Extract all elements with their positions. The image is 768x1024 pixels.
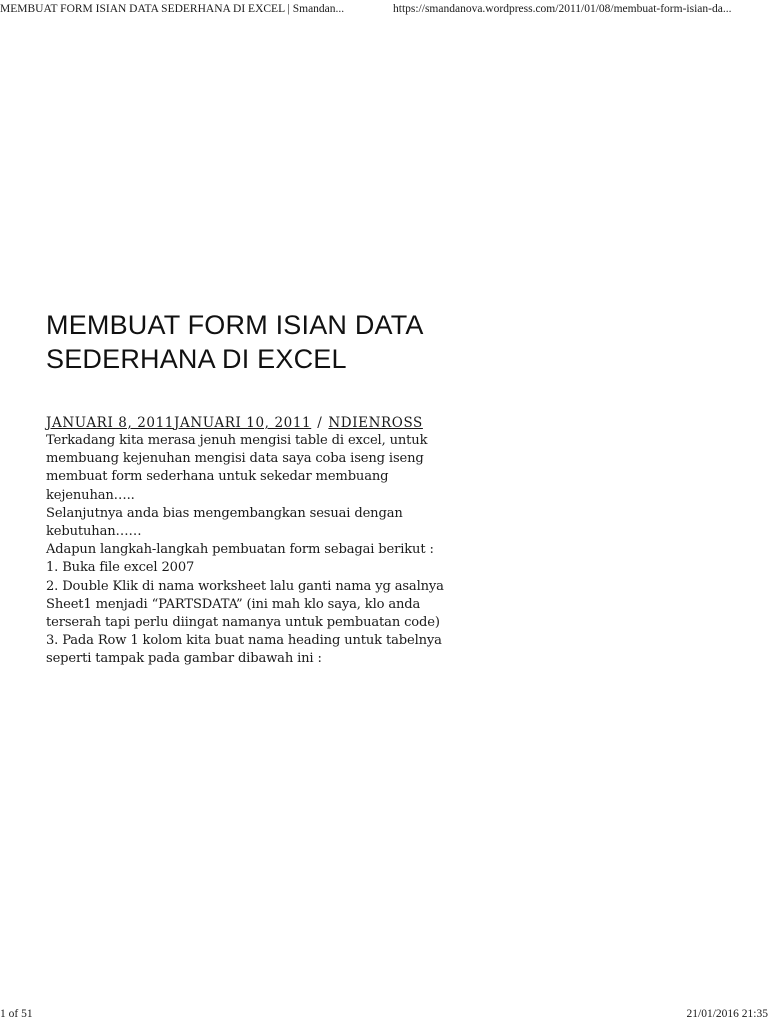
page-url[interactable]: https://smandanova.wordpress.com/2011/01/08/membuat-form-isian-da...	[393, 3, 732, 15]
paragraph: Adapun langkah-langkah pembuatan form sebagai berikut :	[46, 542, 434, 558]
updated-date-link[interactable]: JANUARI 10, 2011	[174, 415, 312, 431]
article-body	[46, 432, 476, 669]
print-date: 21/01/2016 21:35	[686, 1008, 768, 1020]
article-title-line1: MEMBUAT FORM ISIAN DATA	[46, 310, 424, 340]
article-title	[46, 308, 476, 376]
list-item: 3. Pada Row 1 kolom kita buat nama heading untuk tabelnya seperti tampak pada gambar dibawah ini :	[46, 633, 442, 667]
author-link[interactable]: NDIENROSS	[328, 415, 423, 431]
list-item: 2. Double Klik di nama worksheet lalu ganti nama yg asalnya Sheet1 menjadi “PARTSDATA” (ini mah klo saya, klo anda terserah tapi perlu diingat namanya untuk pembuatan code)	[46, 578, 444, 631]
page-title-header: MEMBUAT FORM ISIAN DATA SEDERHANA DI EXCEL | Smandan...	[0, 3, 345, 15]
page-count: 1 of 51	[0, 1008, 33, 1020]
print-footer	[0, 1004, 768, 1024]
list-item: 1. Buka file excel 2007	[46, 560, 195, 576]
paragraph: Terkadang kita merasa jenuh mengisi table di excel, untuk membuang kejenuhan mengisi data saya coba iseng iseng membuat form sederhana untuk sekedar membuang kejenuhan…..	[46, 433, 428, 503]
article-title-line2: SEDERHANA DI EXCEL	[46, 344, 347, 374]
article	[46, 308, 476, 669]
print-header	[0, 0, 768, 16]
meta-separator: /	[317, 415, 323, 431]
paragraph: Selanjutnya anda bias mengembangkan sesuai dengan kebutuhan……	[46, 505, 403, 540]
post-meta	[46, 414, 476, 432]
published-date-link[interactable]: JANUARI 8, 2011	[46, 415, 175, 431]
